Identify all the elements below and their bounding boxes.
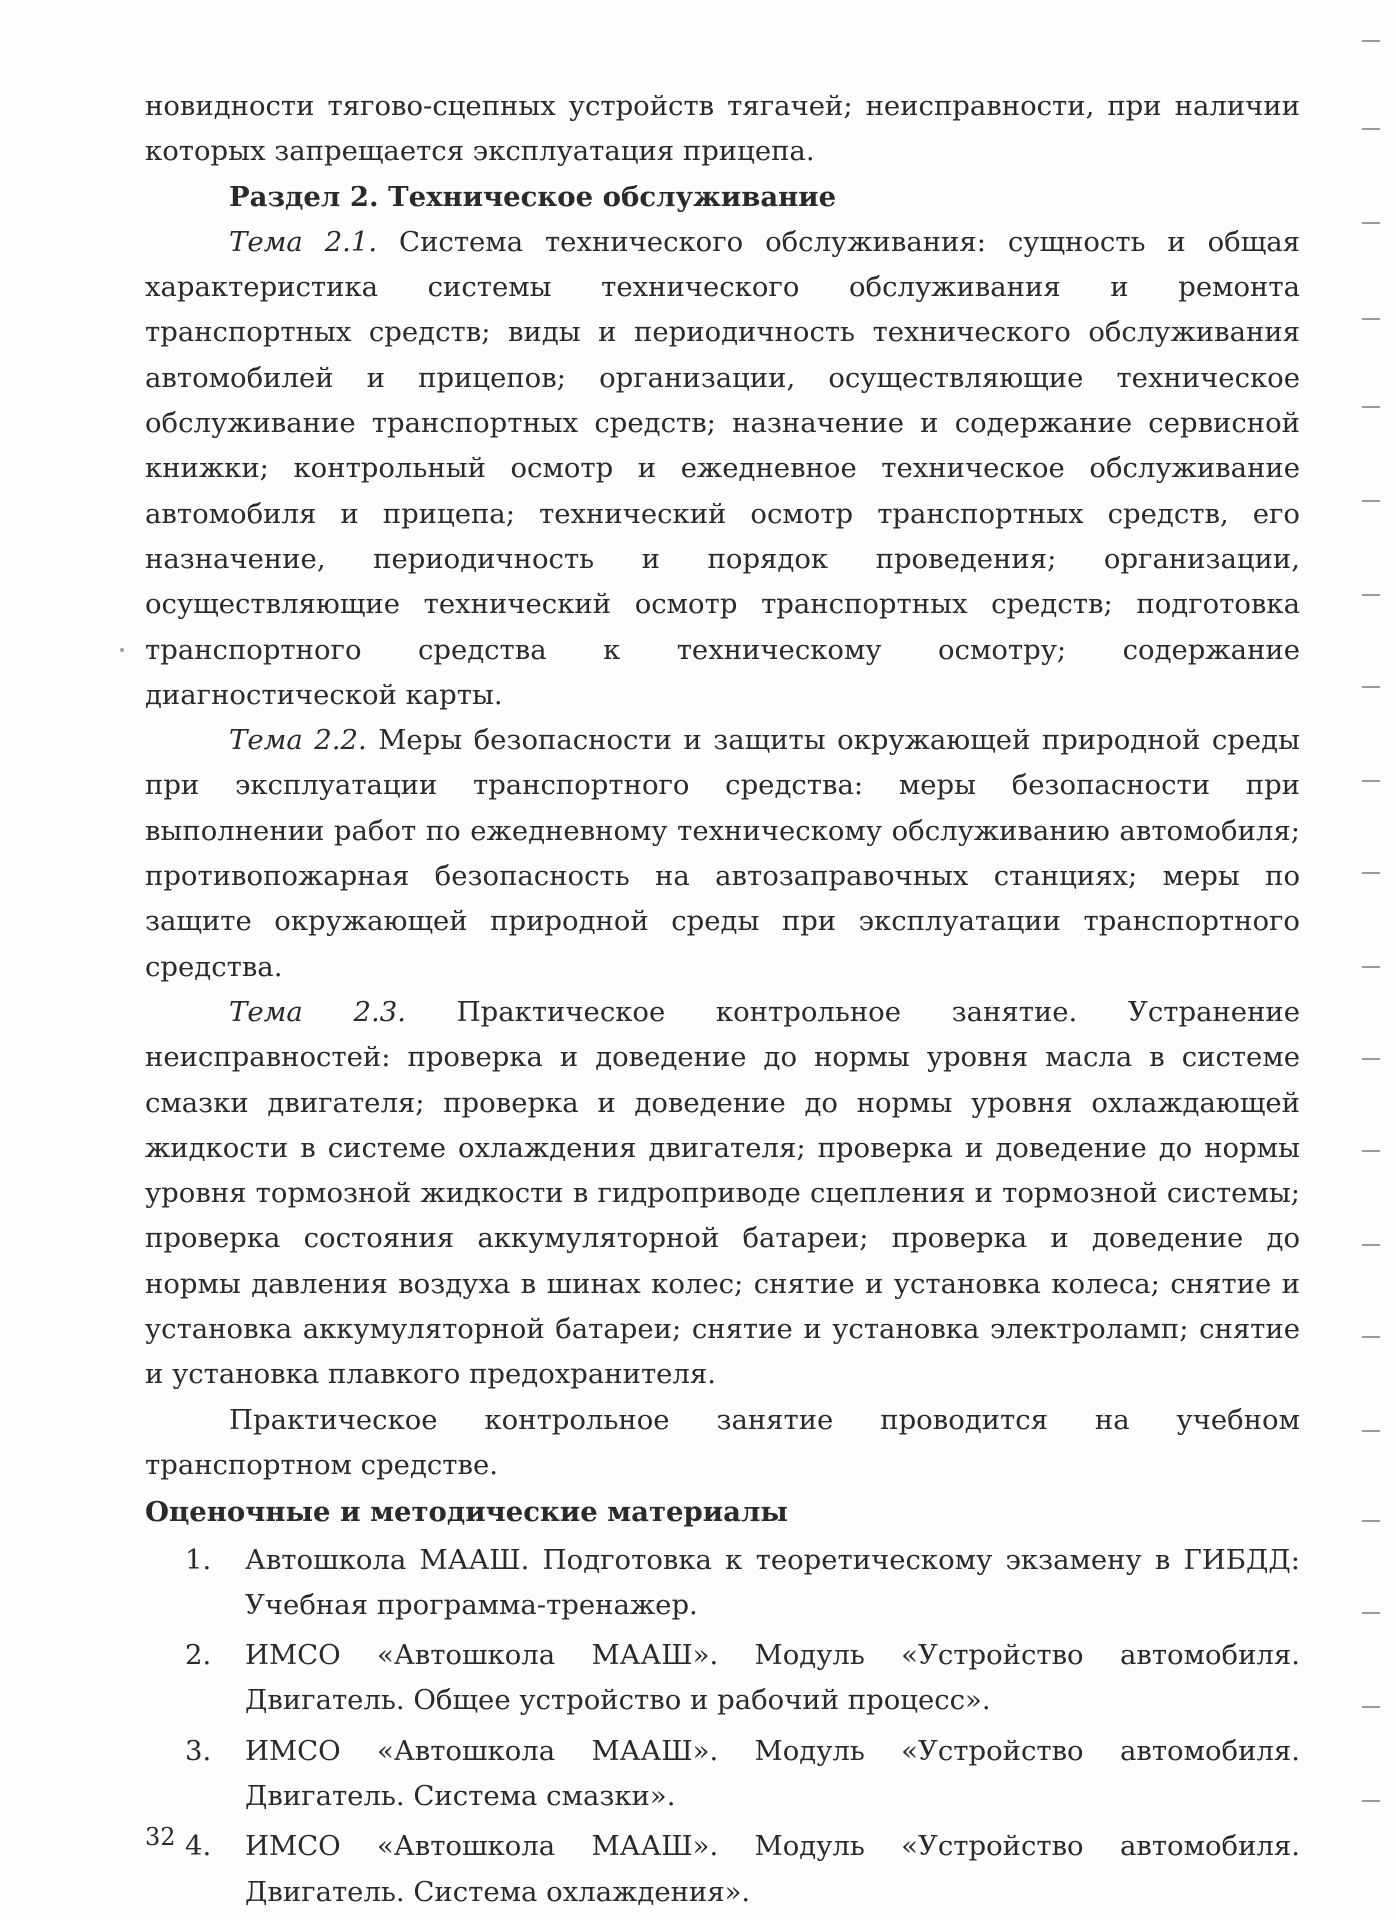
margin-mark (1362, 686, 1380, 688)
margin-mark (1362, 594, 1380, 596)
margin-mark (1362, 1800, 1380, 1802)
topic-2-2-text: Меры безопасности и защиты окружающей природной среды при эксплуатации транспортного средства: меры безопасности при выполнении работ по ежедневному техническому обслуживанию автомобиля; противопожарная безопасность на автозаправочных станциях; меры по защите окружающей природной среды при эксплуатации транспортного средства. (145, 724, 1300, 983)
practical-note: Практическое контрольное занятие проводится на учебном транспортном средстве. (145, 1403, 1300, 1481)
topic-2-1-text: Система технического обслуживания: сущность и общая характеристика системы технического обслуживания и ремонта транспортных средств; виды и периодичность технического обслуживания автомобилей и прицепов; организации, осуществляющие техническое обслуживание транспортных средств; назначение и содержание сервисной книжки; контрольный осмотр и ежедневное техническое обслуживание автомобиля и прицепа; технический осмотр транспортных средств, его назначение, периодичность и порядок проведения; организации, осуществляющие технический осмотр транспортных средств; подготовка транспортного средства к техническому осмотру; содержание диагностической карты. (145, 225, 1301, 711)
materials-item-number: 1. (185, 1543, 212, 1576)
materials-list-item (145, 1729, 1300, 1820)
margin-mark (1362, 1706, 1380, 1708)
scan-speck (120, 648, 124, 652)
margin-mark (1362, 1612, 1380, 1614)
margin-mark (1362, 780, 1380, 782)
margin-mark (1362, 1244, 1380, 1246)
materials-item-text: ИМСО «Автошкола МААШ». Модуль «Устройство автомобиля. Двигатель. Система смазки». (245, 1734, 1300, 1812)
materials-list (145, 1538, 1300, 1915)
margin-mark (1362, 872, 1380, 874)
materials-list-item (145, 1633, 1300, 1724)
margin-mark (1362, 406, 1380, 408)
topic-2-1-paragraph (145, 220, 1300, 718)
margin-mark (1362, 1150, 1380, 1152)
margin-mark (1362, 1520, 1380, 1522)
margin-mark (1362, 1058, 1380, 1060)
topic-2-3-text: Практическое контрольное занятие. Устранение неисправностей: проверка и доведение до нормы уровня масла в системе смазки двигателя; проверка и доведение до нормы уровня охлаждающей жидкости в системе охлаждения двигателя; проверка и доведение до нормы уровня тормозной жидкости в гидроприводе сцепления и тормозной системы; проверка состояния аккумуляторной батареи; проверка и доведение до нормы давления воздуха в шинах колес; снятие и установка колеса; снятие и установка аккумуляторной батареи; снятие и установка электроламп; снятие и установка плавкого предохранителя. (145, 995, 1300, 1391)
margin-mark (1362, 500, 1380, 502)
margin-mark (1362, 966, 1380, 968)
materials-item-text: ИМСО «Автошкола МААШ». Модуль «Устройство автомобиля. Двигатель. Система охлаждения». (245, 1830, 1300, 1908)
topic-2-3-label: Тема 2.3. (229, 995, 406, 1028)
materials-title: Оценочные и методические материалы (145, 1496, 788, 1529)
topic-2-1-label: Тема 2.1. (229, 225, 378, 258)
margin-mark (1362, 222, 1380, 224)
materials-list-item (145, 1824, 1300, 1915)
materials-item-number: 3. (185, 1734, 212, 1767)
page-number: 32 (145, 1823, 176, 1851)
margin-mark (1362, 128, 1380, 130)
topic-2-2-paragraph (145, 718, 1300, 990)
page-content (145, 84, 1300, 1920)
materials-list-item (145, 1538, 1300, 1629)
materials-item-number: 2. (185, 1639, 212, 1672)
materials-item-text: Автошкола МААШ. Подготовка к теоретическому экзамену в ГИБДД: Учебная программа-тренажер. (245, 1543, 1300, 1621)
margin-mark (1362, 1430, 1380, 1432)
materials-item-text: ИМСО «Автошкола МААШ». Модуль «Устройство автомобиля. Двигатель. Общее устройство и рабочий процесс». (245, 1639, 1300, 1717)
margin-mark (1362, 40, 1380, 42)
margin-mark (1362, 1336, 1380, 1338)
intro-paragraph: новидности тягово-сцепных устройств тягачей; неисправности, при наличии которых запрещается эксплуатация прицепа. (145, 90, 1300, 168)
margin-mark (1362, 318, 1380, 320)
section-title: Раздел 2. Техническое обслуживание (229, 180, 837, 213)
materials-item-number: 4. (185, 1830, 212, 1863)
topic-2-3-paragraph (145, 990, 1300, 1398)
topic-2-2-label: Тема 2.2. (229, 724, 367, 757)
scan-margin-marks (1356, 0, 1396, 1920)
